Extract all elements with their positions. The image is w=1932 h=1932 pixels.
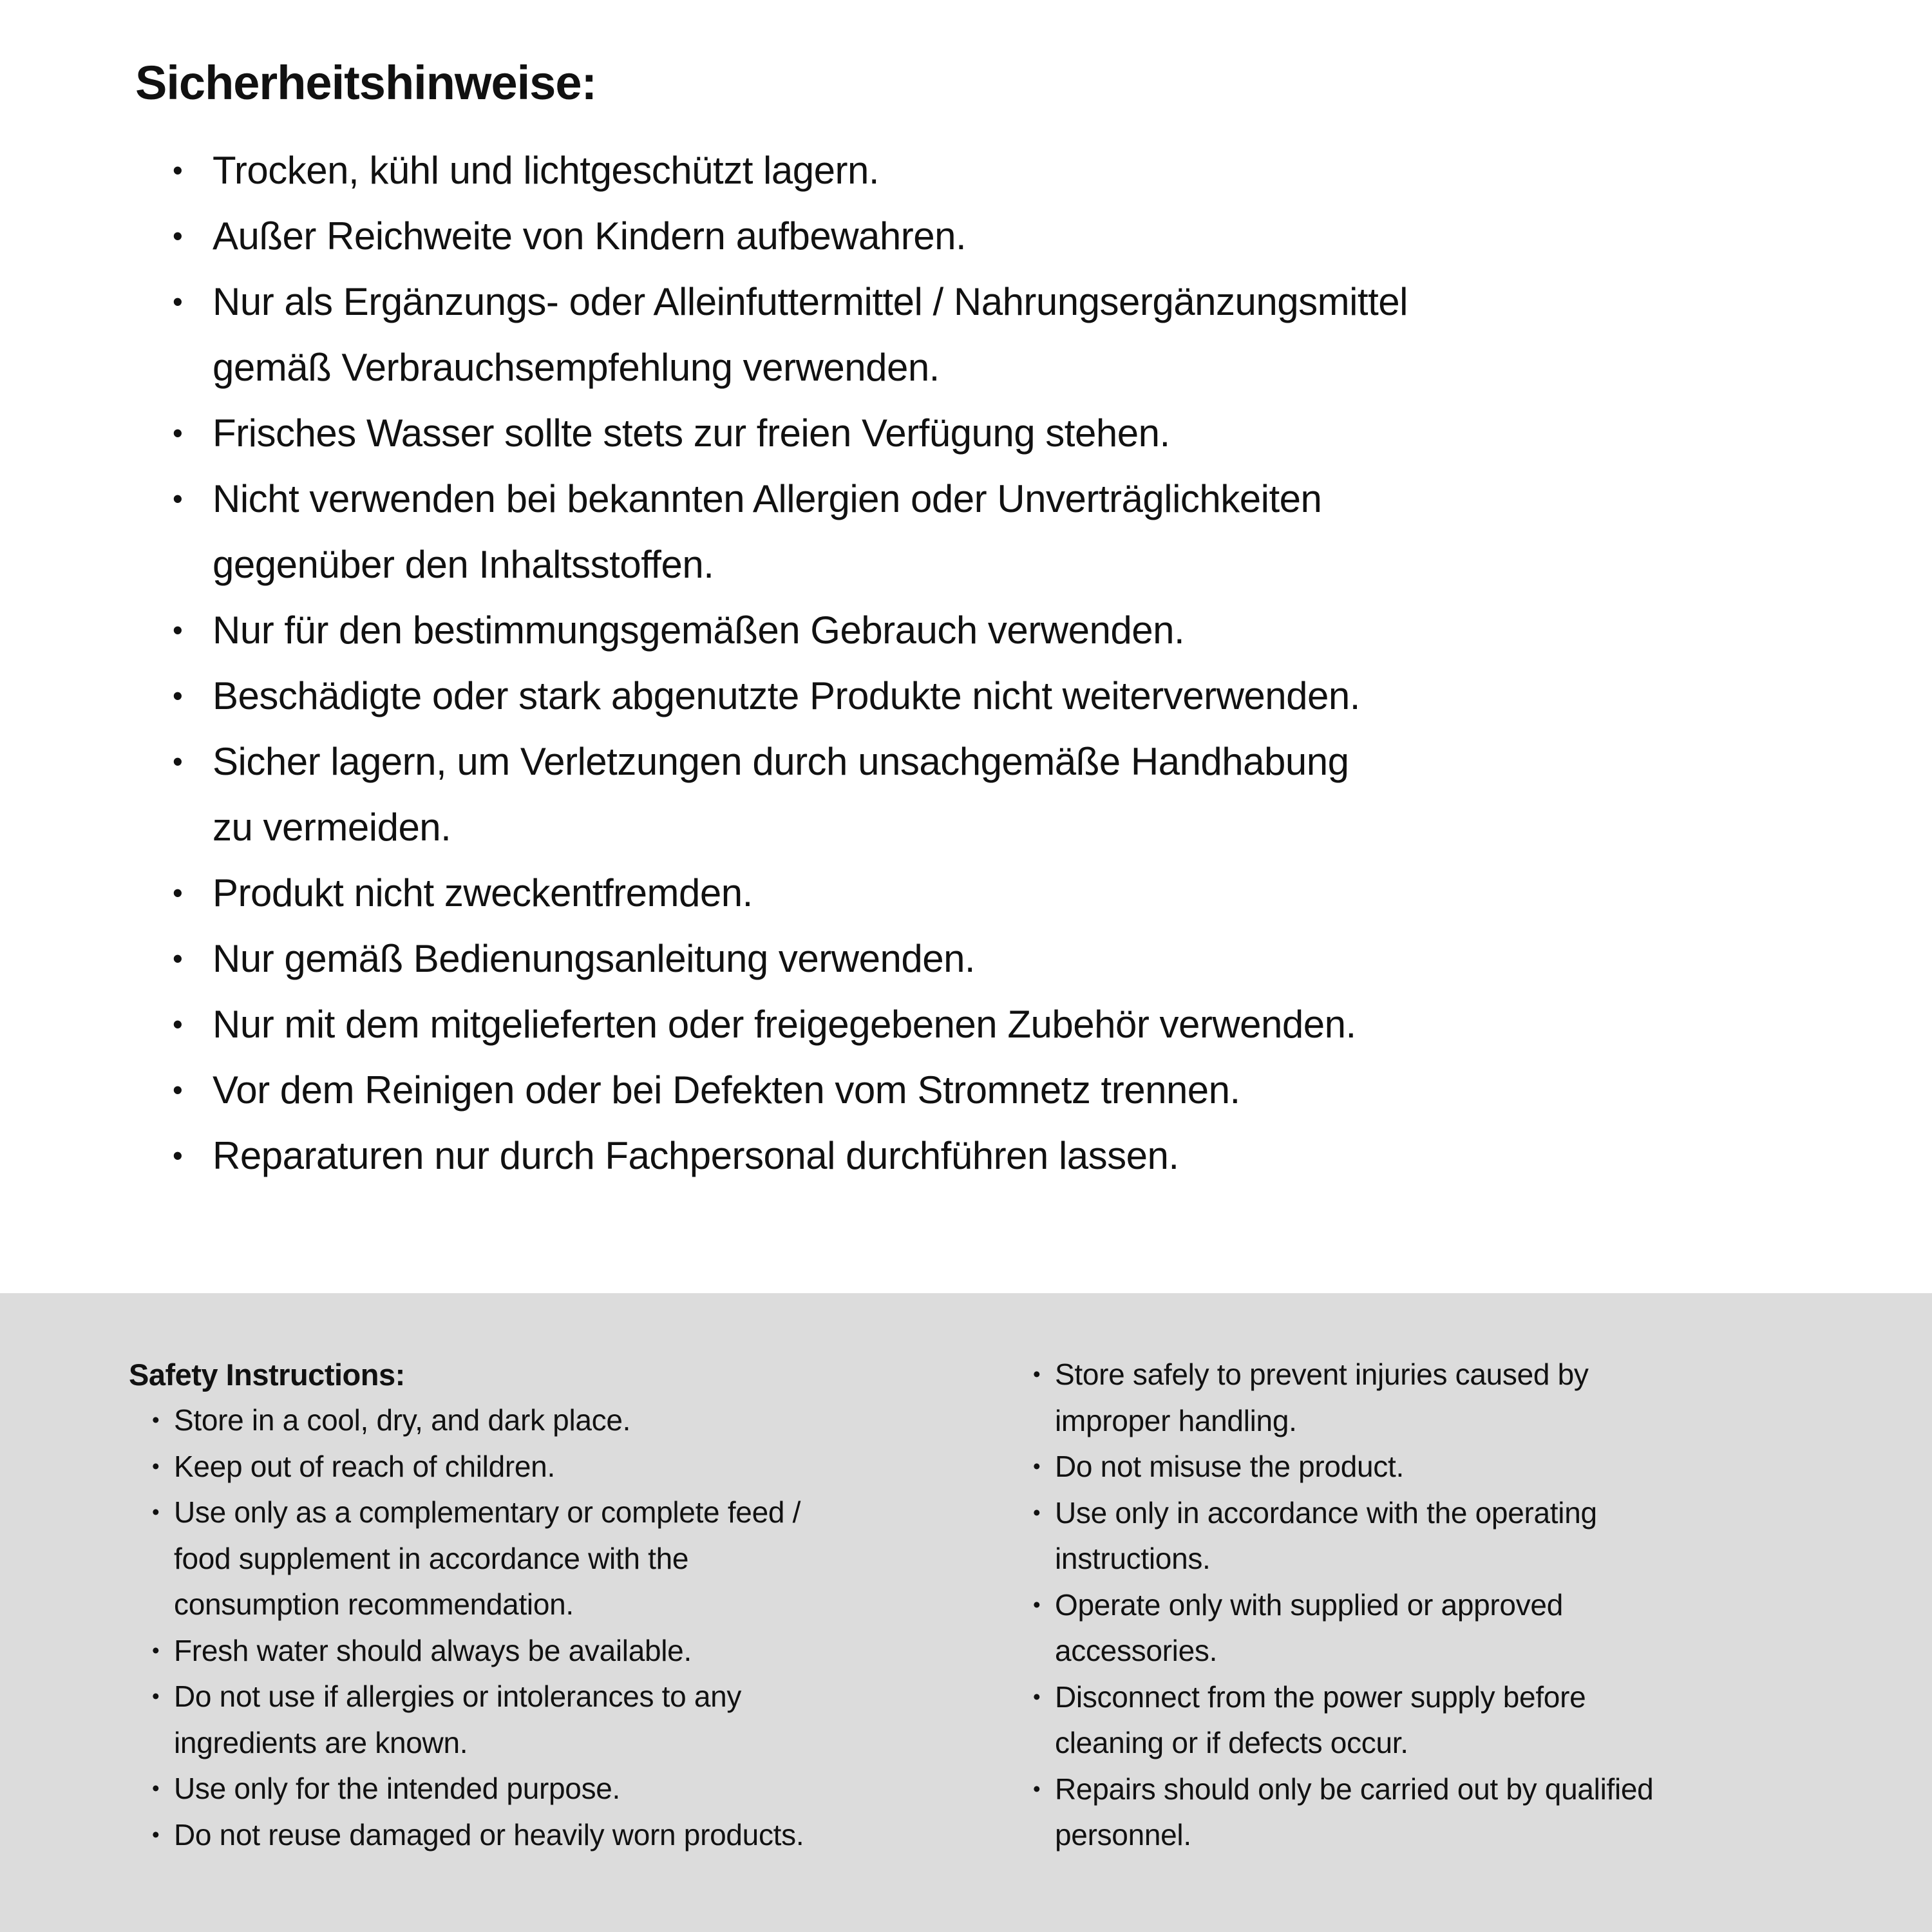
bullet-line: • Disconnect from the power supply before [1010,1674,1911,1721]
bullet-item [1010,1352,1911,1444]
bullet-item [1010,1674,1911,1766]
bullet-item [135,663,1835,729]
bullet-line-continuation: accessories. [1055,1634,1218,1667]
bullet-line: • Do not use if allergies or intolerances to any [129,1674,1018,1720]
bullet-item [135,926,1835,992]
bullet-item [135,401,1835,466]
bullet-item [135,204,1835,269]
bullet-line-continuation: food supplement in accordance with the [174,1541,689,1575]
bullet-line: • Vor dem Reinigen oder bei Defekten vom Stromnetz trennen. [135,1057,1835,1123]
bullet-item [135,1123,1835,1189]
english-title: Safety Instructions: [129,1358,405,1392]
bullet-item [129,1628,1018,1674]
bullet-item [129,1766,1018,1812]
bullet-line: • Sicher lagern, um Verletzungen durch unsachgemäße Handhabung [135,729,1835,795]
bullet-item [129,1674,1018,1766]
bullet-item [1010,1766,1911,1859]
bullet-line-continuation: instructions. [1055,1542,1211,1575]
bullet-line-continuation: cleaning or if defects occur. [1055,1726,1408,1759]
bullet-line: • Produkt nicht zweckentfremden. [135,860,1835,926]
bullet-line: • Fresh water should always be available. [129,1628,1018,1674]
bullet-line: • Außer Reichweite von Kindern aufbewahren. [135,204,1835,269]
bullet-line: • Frisches Wasser sollte stets zur freien Verfügung stehen. [135,401,1835,466]
bullet-line-continuation: consumption recommendation. [174,1587,574,1621]
bullet-line: • Store safely to prevent injuries caused by [1010,1352,1911,1398]
bullet-item [129,1490,1018,1628]
bullet-line: • Nur als Ergänzungs- oder Alleinfuttermittel / Nahrungsergänzungsmittel [135,269,1835,335]
bullet-line: • Beschädigte oder stark abgenutzte Produkte nicht weiterverwenden. [135,663,1835,729]
bullet-line: • Keep out of reach of children. [129,1444,1018,1490]
german-bullet-list [135,138,1835,1189]
bullet-item [135,466,1835,598]
bullet-item [1010,1582,1911,1674]
bullet-line: • Store in a cool, dry, and dark place. [129,1397,1018,1444]
bullet-line: • Nur mit dem mitgelieferten oder freigegebenen Zubehör verwenden. [135,992,1835,1057]
english-section-panel [0,1293,1932,1932]
bullet-line: • Operate only with supplied or approved [1010,1582,1911,1629]
bullet-line: • Use only in accordance with the operating [1010,1490,1911,1537]
bullet-line: • Use only for the intended purpose. [129,1766,1018,1812]
bullet-line: • Trocken, kühl und lichtgeschützt lagern. [135,138,1835,204]
bullet-line: • Use only as a complementary or complete feed / [129,1490,1018,1536]
german-title: Sicherheitshinweise: [135,56,597,109]
bullet-item [129,1444,1018,1490]
bullet-line: • Repairs should only be carried out by qualified [1010,1766,1911,1813]
bullet-line: • Nicht verwenden bei bekannten Allergien oder Unverträglichkeiten [135,466,1835,532]
bullet-item [135,269,1835,401]
bullet-line-continuation: personnel. [1055,1818,1191,1852]
bullet-line: • Do not reuse damaged or heavily worn products. [129,1812,1018,1859]
bullet-item [1010,1490,1911,1582]
bullet-item [129,1812,1018,1859]
bullet-line-continuation: zu vermeiden. [213,806,451,849]
bullet-line: • Nur für den bestimmungsgemäßen Gebrauch verwenden. [135,598,1835,663]
bullet-item [135,860,1835,926]
english-left-bullet-list [129,1397,1018,1858]
bullet-line-continuation: improper handling. [1055,1403,1297,1437]
bullet-item [135,1057,1835,1123]
bullet-item [129,1397,1018,1444]
bullet-line: • Nur gemäß Bedienungsanleitung verwenden. [135,926,1835,992]
bullet-line-continuation: gemäß Verbrauchsempfehlung verwenden. [213,346,940,389]
bullet-line: • Reparaturen nur durch Fachpersonal durchführen lassen. [135,1123,1835,1189]
english-right-bullet-list [1010,1352,1911,1859]
bullet-line-continuation: ingredients are known. [174,1725,468,1759]
bullet-item [135,598,1835,663]
bullet-item [135,992,1835,1057]
bullet-line-continuation: gegenüber den Inhaltsstoffen. [213,543,714,586]
bullet-item [1010,1444,1911,1490]
bullet-item [135,729,1835,860]
bullet-line: • Do not misuse the product. [1010,1444,1911,1490]
bullet-item [135,138,1835,204]
